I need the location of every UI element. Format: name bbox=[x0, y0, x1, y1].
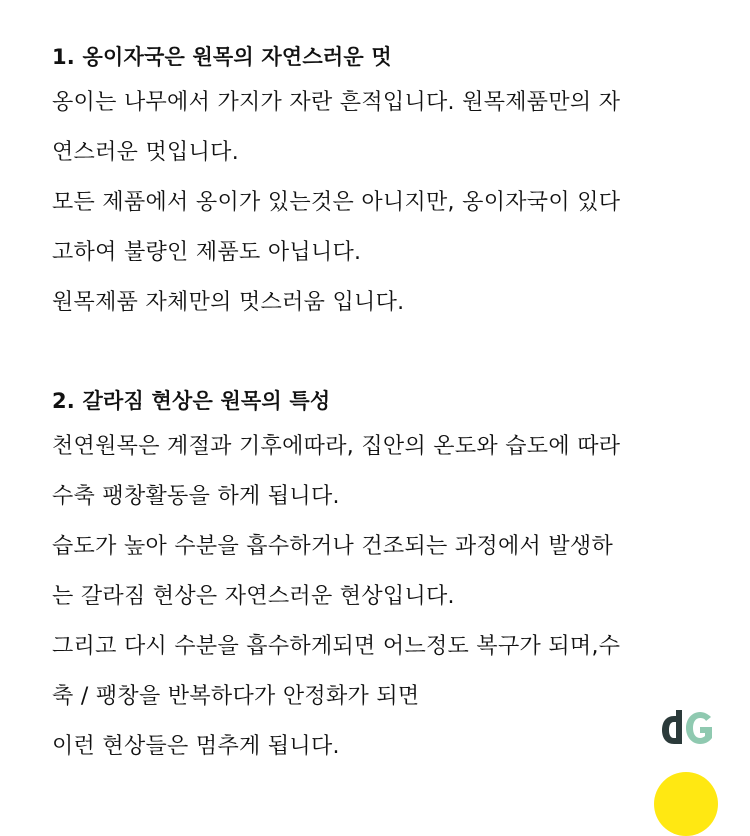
yellow-circle-button[interactable] bbox=[654, 772, 718, 836]
section-2-line: 이런 현상들은 멈추게 됩니다. bbox=[52, 734, 340, 759]
section-1-line: 원목제품 자체만의 멋스러움 입니다. bbox=[52, 290, 405, 315]
section-2-line: 그리고 다시 수분을 흡수하게되면 어느정도 복구가 되며,수 bbox=[52, 634, 621, 659]
section-2-line: 수축 팽창활동을 하게 됩니다. bbox=[52, 484, 340, 509]
dg-logo-icon bbox=[660, 706, 714, 748]
section-1-line: 고하여 불량인 제품도 아닙니다. bbox=[52, 240, 362, 265]
section-2-line: 천연원목은 계절과 기후에따라, 집안의 온도와 습도에 따라 bbox=[52, 434, 621, 459]
section-2-line: 는 갈라짐 현상은 자연스러운 현상입니다. bbox=[52, 584, 455, 609]
section-1 bbox=[52, 36, 732, 328]
section-2-line: 습도가 높아 수분을 흡수하거나 건조되는 과정에서 발생하 bbox=[52, 534, 614, 559]
section-2-heading: 2. 갈라짐 현상은 원목의 특성 bbox=[52, 389, 331, 413]
section-1-line: 모든 제품에서 옹이가 있는것은 아니지만, 옹이자국이 있다 bbox=[52, 190, 621, 215]
section-2-line: 축 / 팽창을 반복하다가 안정화가 되면 bbox=[52, 684, 420, 709]
section-1-line: 연스러운 멋입니다. bbox=[52, 140, 240, 165]
section-1-line: 옹이는 나무에서 가지가 자란 흔적입니다. 원목제품만의 자 bbox=[52, 90, 621, 115]
section-2 bbox=[52, 380, 732, 772]
section-1-heading: 1. 옹이자국은 원목의 자연스러운 멋 bbox=[52, 45, 392, 69]
